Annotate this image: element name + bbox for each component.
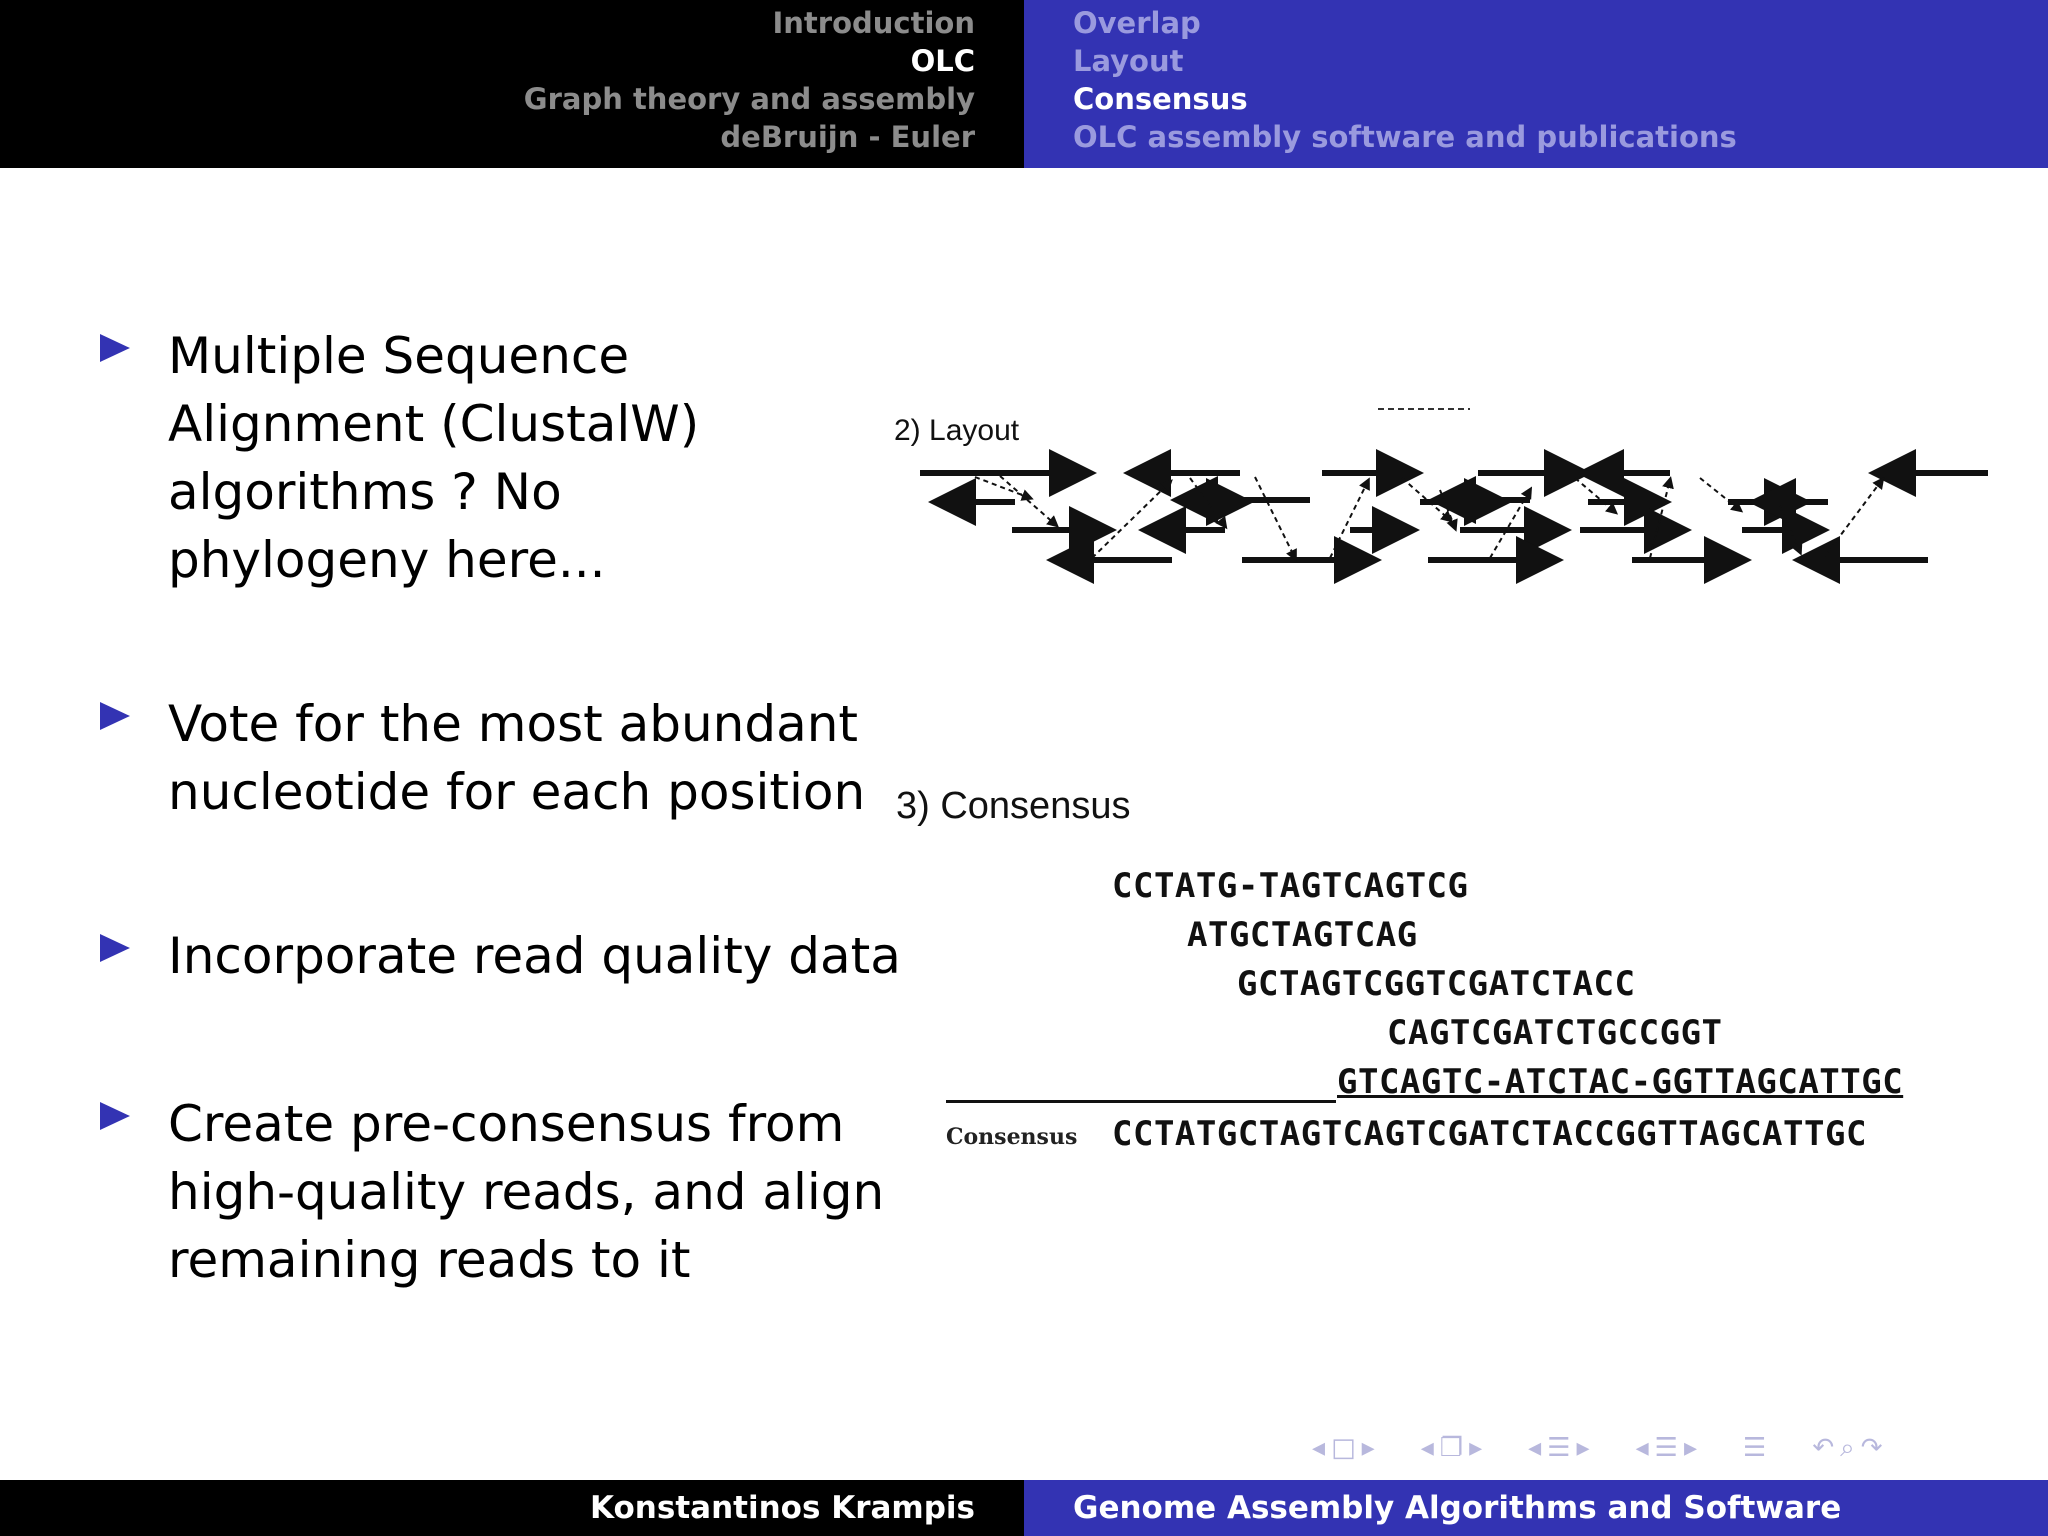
read-sequence: CAGTCGATCTGCCGGT	[1387, 1013, 1723, 1053]
redo-icon[interactable]: ↷	[1860, 1433, 1883, 1463]
next-arrow-icon[interactable]: ▸	[1576, 1433, 1590, 1463]
bullet-list	[0, 0, 901, 1400]
search-icon[interactable]: ⌕	[1840, 1432, 1855, 1463]
bullet-triangle-icon	[100, 702, 130, 730]
footer-title: Genome Assembly Algorithms and Software	[1024, 1480, 2048, 1536]
subsection-navigation	[1024, 0, 2048, 168]
olc-figure	[880, 380, 2010, 1180]
outline-icon[interactable]: ☰	[1743, 1433, 1767, 1463]
prev-arrow-icon[interactable]: ◂	[1528, 1433, 1542, 1463]
nav-section-debruijn-euler[interactable]: deBruijn - Euler	[720, 120, 975, 154]
read-sequence: GCTAGTCGGTCGATCTACC	[1237, 964, 1636, 1004]
undo-icon[interactable]: ↶	[1812, 1433, 1835, 1463]
nav-section-olc[interactable]: OLC	[910, 44, 975, 78]
consensus-label: 3) Consensus	[896, 785, 1131, 827]
nav-section-introduction[interactable]: Introduction	[772, 6, 975, 40]
prev-arrow-icon[interactable]: ◂	[1420, 1433, 1434, 1463]
slide-footer	[0, 1480, 2048, 1536]
nav-subsection-olc-software[interactable]: OLC assembly software and publications	[1073, 120, 1737, 154]
bullet-triangle-icon	[100, 934, 130, 962]
prev-arrow-icon[interactable]: ◂	[1312, 1433, 1326, 1463]
bullet-triangle-icon	[100, 334, 130, 362]
layout-diagram	[880, 380, 2010, 610]
nav-section-graph-theory[interactable]: Graph theory and assembly	[523, 82, 975, 116]
read-sequence: GTCAGTC-ATCTAC-GGTTAGCATTGC	[1337, 1062, 1904, 1102]
frame-icon[interactable]: □	[1331, 1433, 1356, 1463]
bullet-text: Vote for the most abundant nucleotide for each position	[168, 695, 866, 821]
consensus-tag: Consensus	[946, 1124, 1078, 1150]
bullet-text: Multiple Sequence Alignment (ClustalW) algorithms ? No phylogeny here...	[168, 327, 700, 589]
next-arrow-icon[interactable]: ▸	[1469, 1433, 1483, 1463]
consensus-sequence: CCTATGCTAGTCAGTCGATCTACCGGTTAGCATTGC	[1112, 1114, 1867, 1154]
subsection-icon[interactable]: ❐	[1439, 1433, 1464, 1463]
section-icon[interactable]: ☰	[1547, 1433, 1571, 1463]
bullet-text: Create pre-consensus from high-quality reads, and align remaining reads to it	[168, 1095, 885, 1289]
nav-subsection-layout[interactable]: Layout	[1073, 44, 1184, 78]
next-arrow-icon[interactable]: ▸	[1361, 1433, 1375, 1463]
nav-subsection-consensus[interactable]: Consensus	[1073, 82, 1248, 116]
footer-author: Konstantinos Krampis	[0, 1480, 1024, 1536]
document-icon[interactable]: ☰	[1654, 1433, 1678, 1463]
prev-arrow-icon[interactable]: ◂	[1635, 1433, 1649, 1463]
read-sequence: CCTATG-TAGTCAGTCG	[1112, 866, 1469, 906]
nav-subsection-overlap[interactable]: Overlap	[1073, 6, 1201, 40]
bullet-triangle-icon	[100, 1102, 130, 1130]
read-sequence: ATGCTAGTCAG	[1187, 915, 1418, 955]
layout-label: 2) Layout	[894, 414, 1020, 447]
next-arrow-icon[interactable]: ▸	[1683, 1433, 1698, 1463]
navigation-symbols	[1312, 1430, 1888, 1466]
bullet-text: Incorporate read quality data	[168, 927, 901, 985]
alignment-rule	[946, 1100, 1336, 1103]
